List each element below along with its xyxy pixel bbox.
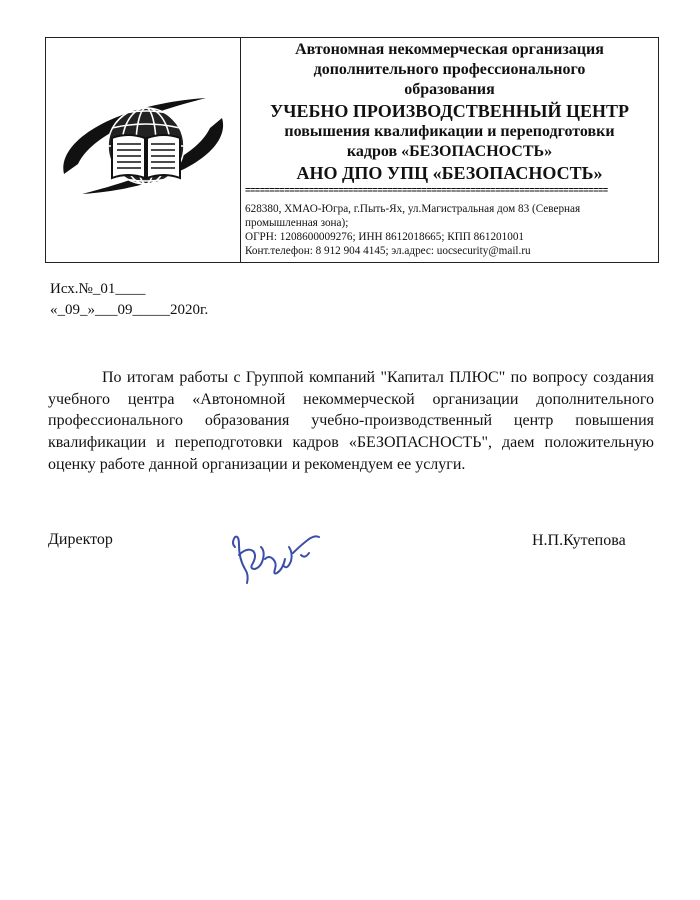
org-short-name: АНО ДПО УПЦ «БЕЗОПАСНОСТЬ» [296, 163, 603, 183]
director-name: Н.П.Кутепова [532, 532, 626, 549]
outgoing-number: Исх.№_01____ [50, 281, 146, 297]
org-line-1: Автономная некоммерческая организация [295, 41, 604, 58]
letterhead-contacts [245, 202, 655, 258]
letterhead-separator: ========================================================================== [245, 186, 608, 196]
director-title: Директор [48, 531, 113, 548]
logo-cell [46, 38, 241, 262]
letter-body: По итогам работы с Группой компаний "Капитал ПЛЮС" по вопросу создания учебного центра «Автономной некоммерческой организации дополнительного профессионального образования учебно-производственный центр повышения квалификации и переподготовки кадров «БЕЗОПАСНОСТЬ", даем положительную оценку работе данной организации и рекомендуем ее услуги. [48, 369, 654, 473]
address-line-2: промышленная зона); [245, 217, 349, 229]
org-line-6: кадров «БЕЗОПАСНОСТЬ» [346, 143, 553, 160]
letterhead-text [241, 38, 658, 262]
org-line-3: образования [404, 81, 495, 98]
org-line-5: повышения квалификации и переподготовки [284, 123, 615, 140]
contact-line: Конт.телефон: 8 912 904 4145; эл.адрес: uocsecurity@mail.ru [245, 245, 531, 257]
handwritten-signature-icon [225, 525, 325, 595]
outgoing-date: «_09_»___09_____2020г. [50, 302, 209, 318]
registration-line: ОГРН: 1208600009276; ИНН 8612018665; КПП 861201001 [245, 231, 525, 243]
globe-book-logo-icon [56, 86, 232, 206]
org-line-4: УЧЕБНО ПРОИЗВОДСТВЕННЫЙ ЦЕНТР [270, 101, 629, 121]
org-line-2: дополнительного профессионального [313, 61, 586, 78]
address-line-1: 628380, ХМАО-Югра, г.Пыть-Ях, ул.Магистральная дом 83 (Северная [245, 203, 581, 215]
letterhead [45, 37, 659, 263]
